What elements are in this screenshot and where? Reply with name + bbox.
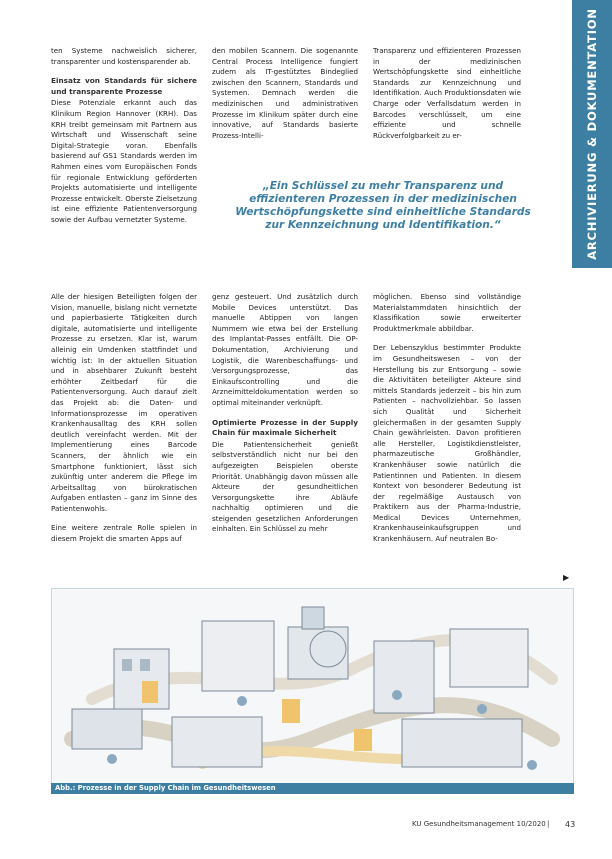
paragraph: Die Patientensicherheit genießt selbstverständlich nicht nur bei den aufgezeigten Beispielen oberste Priorität. Unabhängig davon müssen alle Akteure der gesundheitlichen Versorgungskette ihre Abläufe nachhaltig optimieren und die steigenden gesetzlichen Anforderungen einhalten. Ein Schlüssel zu mehr — [212, 439, 358, 534]
section-label: ARCHIVIERUNG & DOKUMENTATION — [585, 8, 599, 260]
paragraph: Der Lebenszyklus bestimmter Produkte im Gesundheitswesen – von der Herstellung bis zur Entsorgung – sowie die Aktivitäten beteiligter Akteure sind mittels Standards jederzeit – bis hin zum Patienten – nachvollziehbar. So lassen sich Qualität und Sicherheit gleichermaßen in der gesamten Supply Chain gewährleisten. Davon profitieren alle Hersteller, Logistikdienstleister, pharmazeutische Großhändler, Krankenhäuser sowie natürlich die Patientinnen und Patienten. In diesem Kontext von besonderer Bedeutung ist der regelmäßige Austausch von Praktikern aus der Pharma-Industrie, Medical Devices Unternehmen, Krankenhauseinkaufsgruppen und Krankenhäusern. Auf neutralen Bo- — [373, 343, 521, 544]
paragraph: Alle der hiesigen Beteiligten folgen der Vision, manuelle, bislang nicht vernetzte und papierbasierte Tätigkeiten durch digitale, automatisierte und intelligente Prozesse zu ersetzen. Klar ist, warum alleinig ein Umdenken stattfindet und wichtig ist: In der aktuellen Situation und in absehbarer Zukunft besteht erhöhter Zeitbedarf für die Patientenversorgung. Auch darauf zielt das Projekt ab: die Daten- und Informationsprozesse im operativen Krankenhausalltag des KRH sollen deutlich vereinfacht werden. Mit der Implementierung eines Barcode Scanners, der ähnlich wie ein Smartphone funktioniert, lässt sich zukünftig unter anderem die Pflege im Arbeitsalltag von bürokratischen Aufgaben entlasten – ganz im Sinne des Patientenwohls. — [51, 292, 197, 513]
paragraph: den mobilen Scannern. Die sogenannte Central Process Intelligence fungiert zudem als IT-gestütztes Bindeglied zwischen den Scannern, Standards und Systemen. Demnach werden die medizinischen und administrativen Prozesse im Klinikum später durch eine innovative, auf Standards basierte Prozess-Intelli- — [212, 46, 358, 140]
paragraph: genz gesteuert. Und zusätzlich durch Mobile Devices unterstützt. Das manuelle Abtippen von langen Nummern wie etwa bei der Erstellung des Implantat-Passes entfällt. Die OP-Dokumentation, Archivierung und Logistik, die Warenbeschaffungs- und Versorgungsprozesse, das Einkaufscontrolling und die Arzneimitteldokumentation werden so optimal miteinander verknüpft. — [212, 292, 358, 407]
paragraph: möglichen. Ebenso sind vollständige Materialstammdaten hinsichtlich der Klassifikation sowie erweiterter Produktmerkmale abbildbar. — [373, 292, 521, 333]
column-2-top — [212, 46, 358, 150]
section-heading: Optimierte Prozesse in der Supply Chain für maximale Sicherheit — [212, 417, 358, 438]
paragraph: ten Systeme nachweislich sicherer, transparenter und kostensparender ab. — [51, 46, 197, 66]
column-3-bottom — [373, 292, 521, 554]
figure-caption: Abb.: Prozesse in der Supply Chain im Gesundheitswesen — [51, 783, 574, 794]
illustration-graphic — [52, 589, 573, 784]
column-2-bottom — [212, 292, 358, 544]
footer-separator: | — [547, 820, 550, 828]
footer-journal: KU Gesundheitsmanagement 10/2020 — [412, 820, 546, 828]
column-1-top — [51, 46, 197, 235]
page-number: 43 — [565, 820, 576, 829]
paragraph: Eine weitere zentrale Rolle spielen in diesem Projekt die smarten Apps auf — [51, 523, 197, 544]
pull-quote: „Ein Schlüssel zu mehr Transparenz und effizienteren Prozessen in der medizinischen Wertschöpfungskette sind einheitliche Standards zur Kennzeichnung und Identifikation.“ — [235, 180, 531, 231]
supply-chain-illustration — [51, 588, 574, 785]
paragraph: Transparenz und effizienteren Prozessen in der medizinischen Wertschöpfungskette sind einheitliche Standards zur Kennzeichnung und Identifikation. Auch Produktionsdaten wie Charge oder Verfallsdatum werden in Barcodes verschlüsselt, um eine effiziente und schnelle Rückverfolgbarkeit zu er- — [373, 46, 521, 140]
column-3-top — [373, 46, 521, 150]
section-heading: Einsatz von Standards für sichere und transparente Prozesse — [51, 76, 197, 96]
column-1-bottom — [51, 292, 197, 554]
continue-arrow-icon: ▶ — [563, 573, 570, 582]
paragraph: Diese Potenziale erkannt auch das Klinikum Region Hannover (KRH). Das KRH treibt gemeinsam mit Partnern aus Wirtschaft und Wissenschaft seine Digital-Strategie voran. Ebenfalls basierend auf GS1 Standards werden im Rahmen eines vom Europäischen Fonds für regionale Entwicklung geförderten Projekts automatisierte und intelligente Prozesse entwickelt. Oberste Zielsetzung ist eine effiziente Patientenversorgung sowie der Aufbau vernetzter Systeme. — [51, 98, 197, 224]
